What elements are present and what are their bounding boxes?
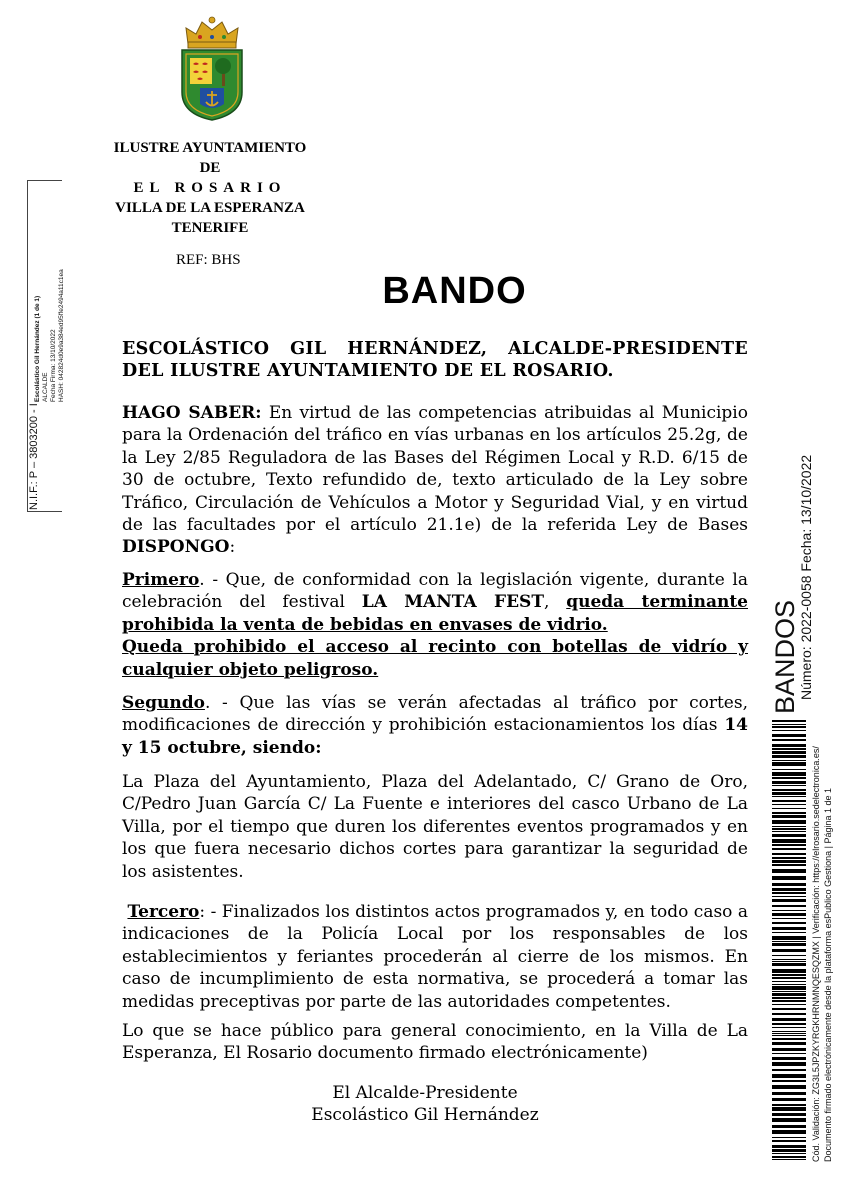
category-label: BANDOS [770,599,800,714]
segundo-dates: 14 y 15 octubre, siendo: [122,715,748,758]
signature-role: El Alcalde-Presidente [332,1083,518,1103]
signature-block [250,1082,600,1126]
coat-of-arms-logo [176,14,248,122]
platform-note: Documento firmado electrónicamente desde la plataforma esPublico Gestiona | Página 1 de 1 [823,787,833,1162]
primero-text: . - Que, de conformidad con la legislación vigente, durante la celebración del festival [122,570,748,613]
signature-name: Escolástico Gil Hernández [311,1105,539,1125]
hago-saber-label: HAGO SABER: [122,403,262,423]
signature-hash: HASH: 042824d0e9a384ed95ffe2494a11c1ea [58,269,65,402]
paragraph-tercero [122,901,748,1013]
issuer-header [90,138,330,238]
prohibition-glass-sale: queda terminante prohibida la venta de bebidas en envases de vidrio. [122,592,748,635]
segundo-text: . - Que las vías se verán afectadas al tráfico por cortes, modificaciones de dirección y prohibición estacionamientos los días [122,693,748,736]
festival-name: LA MANTA FEST [361,592,544,613]
segundo-label: Segundo [122,693,205,713]
hago-saber-end: : [229,537,236,558]
reference: REF: BHS [176,252,241,268]
nif-text: N.I.F.: P – 3803200 - I [28,403,40,510]
dispongo-label: DISPONGO [122,537,230,558]
paragraph-primero [122,569,748,681]
document-number-date: Número: 2022-0058 Fecha: 13/10/2022 [798,454,814,700]
intro-paragraph: ESCOLÁSTICO GIL HERNÁNDEZ, ALCALDE-PRESIDENTE DEL ILUSTRE AYUNTAMIENTO DE EL ROSARIO. [122,339,748,382]
tercero-text: : - Finalizados los distintos actos programados y, en todo caso a indicaciones de la Policía Local por los responsables de los establecimientos y feriantes procederán al cierre de los mismos. En caso de incumplimiento de esta normativa, se procederá a tomar las medidas preceptivas por parte de las autoridades competentes. [122,902,749,1012]
crown-icon [186,17,238,48]
validation-code: Cód. Validación: ZG3L5JPZKYRGKHRNMNQESQZMX | Verificación: https://elrosario.sedelectronica.es/ [811,746,821,1162]
header-line-5: TENERIFE [171,220,249,236]
signer-role: ALCALDE [42,372,49,402]
primero-label: Primero [122,570,200,590]
paragraph-streets: La Plaza del Ayuntamiento, Plaza del Adelantado, C/ Grano de Oro, C/Pedro Juan García C/ La Fuente e interiores del casco Urbano de La Villa, por el tiempo que duren los diferentes eventos programados y en los que fuera necesario dichos cortes para garantizar la seguridad de los asistentes. [122,772,748,882]
paragraph-closing: Lo que se hace público para general conocimiento, en la Villa de La Esperanza, El Rosario documento firmado electrónicamente) [122,1021,748,1064]
paragraph-segundo [122,692,748,759]
hago-saber-text: En virtud de las competencias atribuidas al Municipio para la Ordenación del tráfico en vías urbanas en los artículos 25.2g, de la Ley 2/85 Reguladora de las Bases del Régimen Local y R.D. 6/15 de 30 de octubre, Texto refundido de, texto articulado de la Ley sobre Tráfico, Circulación de Vehículos a Motor y Seguridad Vial, y en virtud de las facultades por el artículo 21.1e) de la referida Ley de Bases [122,403,748,536]
document-title: BANDO [382,270,527,312]
barcode-icon [772,720,806,1160]
paragraph-hago-saber [122,402,748,559]
header-line-2: DE [199,160,221,176]
signer-name: Escolástico Gil Hernández (1 de 1) [34,295,41,402]
header-line-1: ILUSTRE AYUNTAMIENTO [113,140,307,156]
header-line-3: EL ROSARIO [133,180,287,196]
prohibition-access: Queda prohibido el acceso al recinto con botellas de vidrío y cualquier objeto peligroso. [122,637,748,680]
primero-comma: , [543,592,567,613]
signature-date: Fecha Firma: 13/10/2022 [50,329,57,402]
header-line-4: VILLA DE LA ESPERANZA [115,200,305,216]
tercero-label: Tercero [127,902,200,922]
